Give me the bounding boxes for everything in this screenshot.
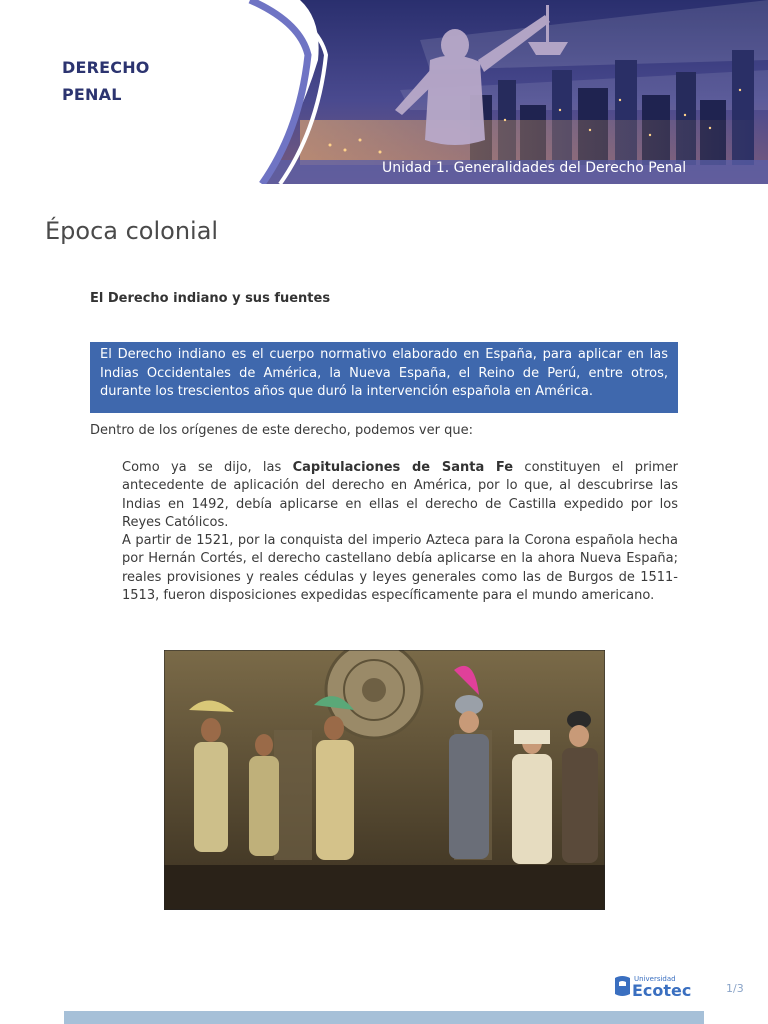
- paragraph-1-before: Como ya se dijo, las: [122, 460, 293, 475]
- subject-line-1: DERECHO: [62, 58, 150, 77]
- intro-text: Dentro de los orígenes de este derecho, podemos ver que:: [90, 423, 473, 438]
- ecotec-logo-icon: [612, 972, 696, 1000]
- paragraph-conquista: A partir de 1521, por la conquista del imperio Azteca para la Corona española hecha por Hernán Cortés, el derecho castellano debía aplicarse en la ahora Nueva España; reales provisiones y reales cédulas y leyes generales como las de Burgos de 1511-1513, fueron disposiciones expedidas específicamente para el mundo americano.: [122, 533, 678, 603]
- paragraph-1-bold: Capitulaciones de Santa Fe: [292, 460, 514, 475]
- highlight-box: [90, 342, 678, 413]
- ecotec-logo[interactable]: [612, 972, 696, 1000]
- highlight-text: El Derecho indiano es el cuerpo normativo elaborado en España, para aplicar en las Indias Occidentales de América, la Nueva España, el Reino de Perú, entre otros, durante los trescientos años que duró la intervención española en América.: [100, 347, 668, 399]
- logo-main-text: Ecotec: [632, 981, 692, 1000]
- paragraph-1-after: constituyen el primer antecedente de aplicación del derecho en América, por lo que, al descubrirse las Indias en 1492, debía aplicarse en ellas el derecho de Castilla expedido por los Reyes Católicos.: [122, 460, 678, 530]
- subject-line-2: PENAL: [62, 85, 122, 104]
- logo-top-text: Universidad: [634, 975, 676, 983]
- footer-bar: [64, 1011, 704, 1024]
- page-title: Época colonial: [45, 217, 219, 245]
- page-number: 1/3: [726, 982, 744, 995]
- aztec-spanish-diorama-photo: [164, 650, 605, 910]
- subject-title: [62, 54, 150, 108]
- unit-label: Unidad 1. Generalidades del Derecho Penal: [382, 160, 687, 176]
- section-heading: El Derecho indiano y sus fuentes: [90, 291, 331, 306]
- paragraph-capitulaciones: [122, 459, 678, 532]
